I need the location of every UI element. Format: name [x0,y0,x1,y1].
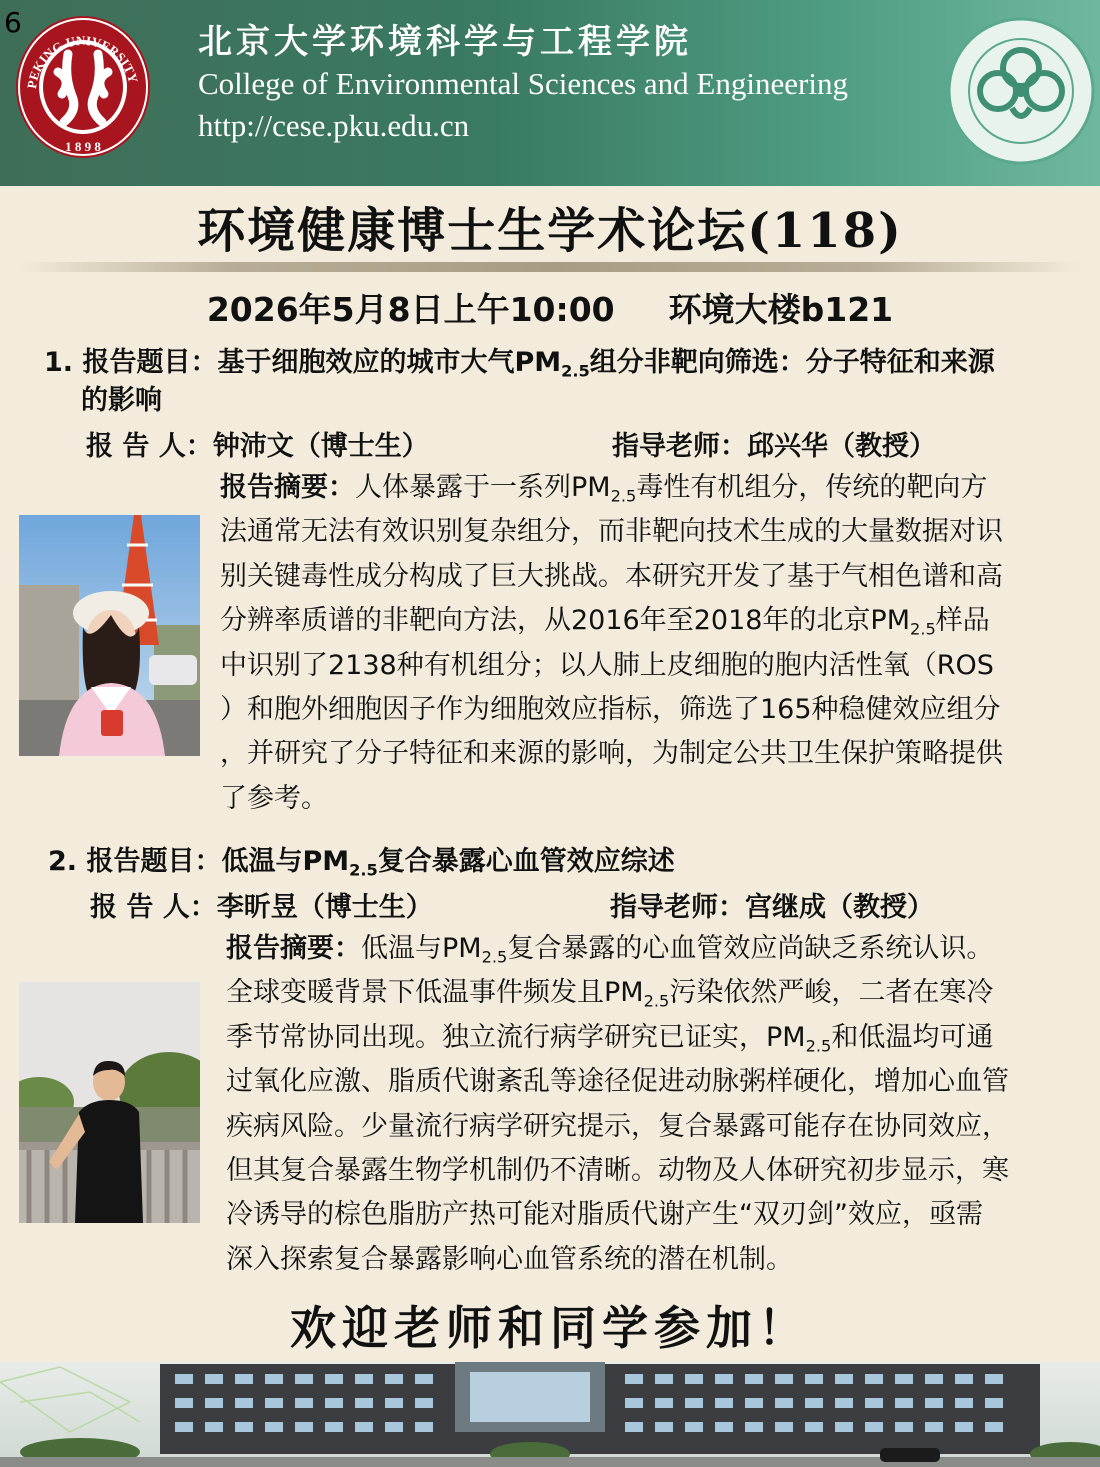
talk-1-number: 1. [44,347,74,378]
talk-1-abstract-label: 报告摘要： [220,472,355,503]
welcome-message: 欢迎老师和同学参加！ [290,1301,810,1355]
talk-2-title-label: 报告题目： [86,846,222,877]
abstract-line: 季节常协同出现。独立流行病学研究已证实，$PM_{2.5}$和低温均可通 [226,1021,994,1056]
abstract-line: 中识别了2138种有机组分；以人肺上皮细胞的胞内活性氧（ROS [220,649,994,681]
abstract-line: 冷诱导的棕色脂肪产热可能对脂质代谢产生“双刃剑”效应，亟需 [226,1199,983,1231]
talk-1-advisor [612,424,936,463]
college-building-image [0,1362,1100,1467]
abstract-line: ）和胞外细胞因子作为细胞效应指标，筛选了165种稳健效应组分 [220,694,1001,726]
talk-1-title-text-2: 组分非靶向筛选：分子特征和来源 [589,347,995,378]
page-number: 6 [4,6,22,39]
college-name-en: College of Environmental Sciences and Engineering [198,66,848,101]
abstract-line: 疾病风险。少量流行病学研究提示，复合暴露可能存在协同效应， [226,1110,1009,1142]
talk-2-speaker-name: 李昕昱（博士生） [216,892,433,923]
abstract-line: 深入探索复合暴露影响心血管系统的潜在机制。 [226,1243,793,1275]
talk-2-title-text: 低温与PM [221,846,350,877]
event-date-time: 2026年5月8日上午10:00 [206,290,615,329]
abstract-line: ，并研究了分子特征和来源的影响，为制定公共卫生保护策略提供 [220,738,1003,770]
talk-1-speaker-name: 钟沛文（博士生） [212,431,429,462]
college-name-cn: 北京大学环境科学与工程学院 [198,22,692,62]
talk-2-speaker-label: 报 告 人： [90,892,217,923]
cese-logo-icon [946,16,1096,166]
talk-1-speaker-label: 报 告 人： [86,431,213,462]
talk-1-advisor-name: 邱兴华（教授） [747,431,936,462]
talk-2-title-sub: 2.5 [349,860,378,880]
talk-2-abstract [226,927,1052,1282]
event-datetime-location [0,284,1100,331]
title-divider [18,262,1082,272]
talk-2-speaker [90,885,433,924]
speaker-2-photo [19,982,200,1223]
talk-1-speaker [86,424,429,463]
abstract-line: 了参考。 [220,782,328,814]
talk-2-title [48,843,1068,881]
abstract-line: 但其复合暴露生物学机制仍不清晰。动物及人体研究初步显示，寒 [226,1155,1009,1187]
talk-1-title [44,344,1064,382]
abstract-line: 过氧化应激、脂质代谢紊乱等途径促进动脉粥样硬化，增加心血管 [226,1066,1009,1098]
talk-1-abstract [220,466,1050,821]
abstract-line: 别关键毒性成分构成了巨大挑战。本研究开发了基于气相色谱和高 [220,560,1003,592]
talk-1-title-line2: 的影响 [81,385,162,416]
header-banner [0,0,1100,186]
abstract-line: 报告摘要：低温与$PM_{2.5}$复合暴露的心血管效应尚缺乏系统认识。 [226,933,994,967]
talk-2-advisor [610,885,934,924]
abstract-line: 报告摘要：人体暴露于一系列$PM_{2.5}$毒性有机组分，传统的靶向方 [220,472,988,506]
talk-2-abstract-label: 报告摘要： [226,933,361,964]
event-location: 环境大楼b121 [668,290,894,329]
talk-2-advisor-label: 指导老师： [610,892,745,923]
talk-1-title-sub: 2.5 [561,361,590,381]
pku-logo-icon [14,14,152,160]
svg-text:PEKING UNIVERSITY: PEKING UNIVERSITY [24,32,142,90]
svg-text:1 8 9 8: 1 8 9 8 [65,139,101,154]
talk-2-title-text-2: 复合暴露心血管效应综述 [377,846,675,877]
talk-2-number: 2. [48,846,78,877]
talk-1-advisor-label: 指导老师： [612,431,747,462]
forum-title: 环境健康博士生学术论坛(118) [197,203,903,259]
talk-1-title-label: 报告题目： [82,347,218,378]
abstract-line: 全球变暖背景下低温事件频发且$PM_{2.5}$污染依然严峻，二者在寒冷 [226,977,994,1012]
abstract-line: 法通常无法有效识别复杂组分，而非靶向技术生成的大量数据对识 [220,516,1003,548]
talk-1-title-text: 基于细胞效应的城市大气PM [217,347,562,378]
abstract-line: 分辨率质谱的非靶向方法，从2016年至2018年的北京$PM_{2.5}$样品 [220,605,990,639]
college-url: http://cese.pku.edu.cn [198,108,470,143]
speaker-1-photo [19,515,200,756]
talk-2-advisor-name: 宫继成（教授） [745,892,934,923]
